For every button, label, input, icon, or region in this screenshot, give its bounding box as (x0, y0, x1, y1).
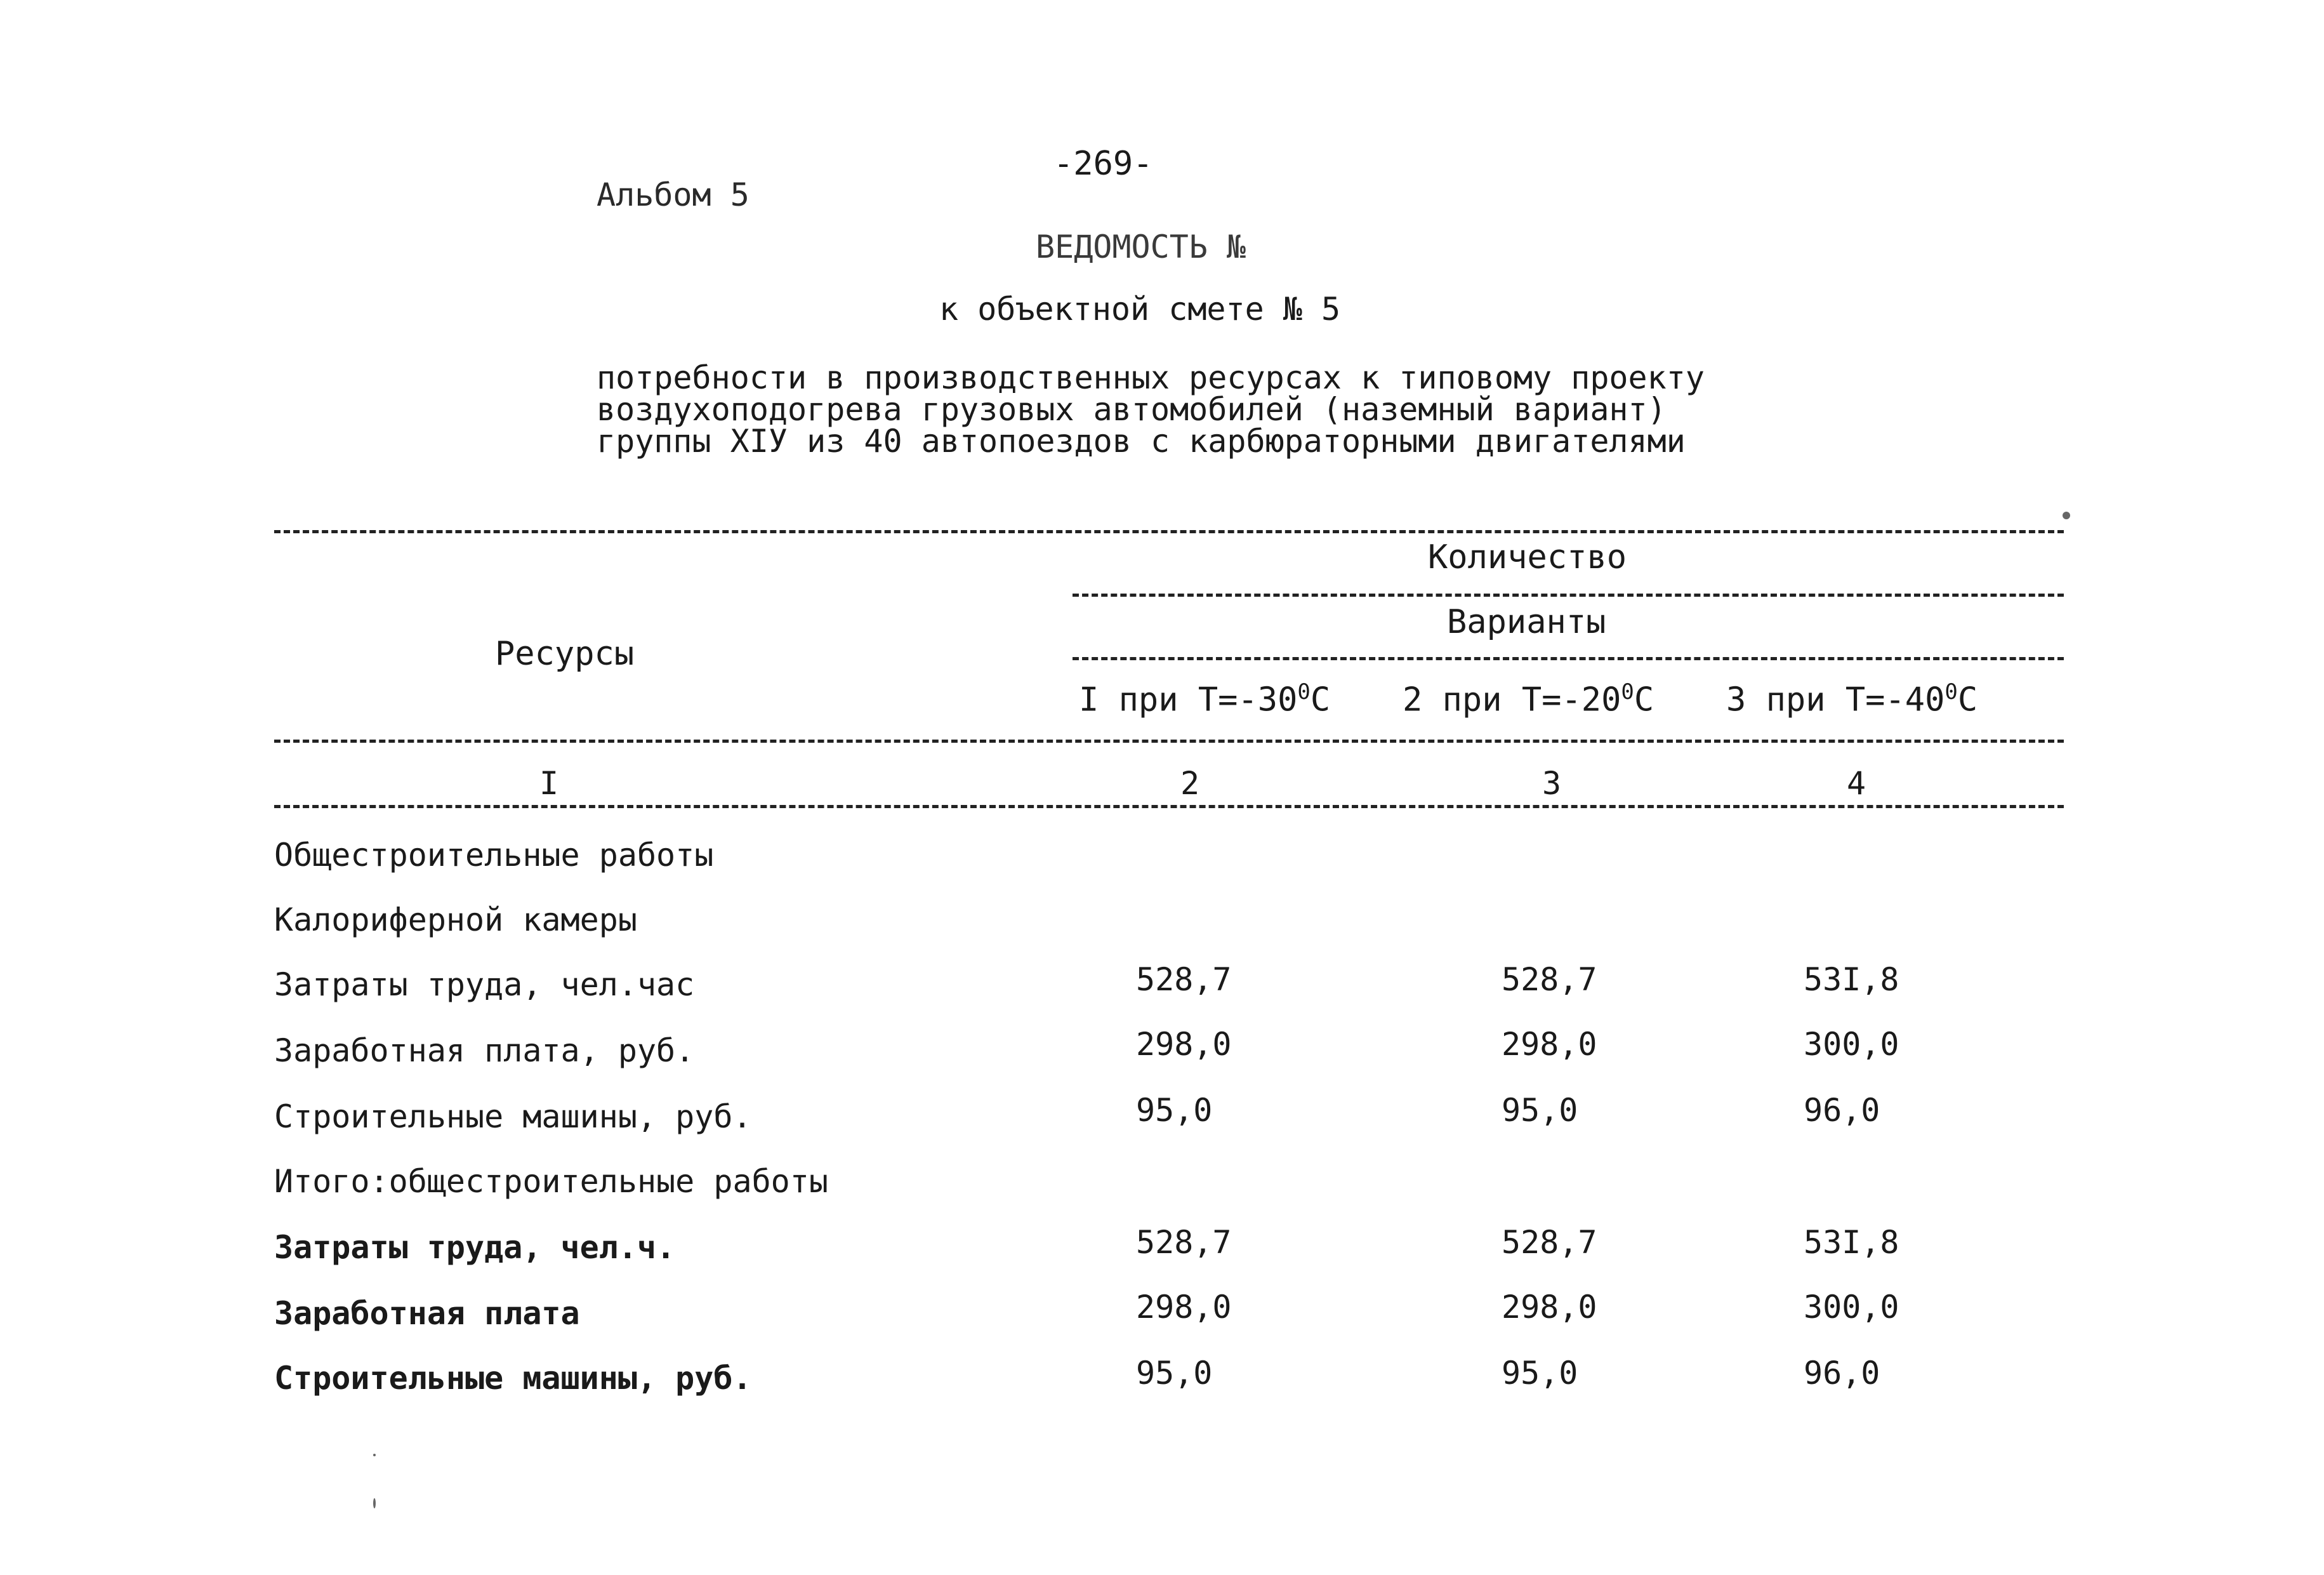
header-variant-2-text: 2 при Т=-20 (1403, 681, 1621, 719)
header-quantity: Количество (1428, 538, 1627, 576)
document-subtitle: к объектной смете № 5 (939, 291, 1341, 328)
row-value-variant-2: 528,7 (1502, 961, 1597, 998)
row-value-variant-3: 300,0 (1804, 1289, 1899, 1326)
scan-speck (373, 1454, 376, 1456)
header-resources: Ресурсы (495, 635, 635, 673)
column-number-4: 4 (1847, 765, 1866, 802)
row-value-variant-2: 528,7 (1502, 1224, 1597, 1261)
column-number-rule (274, 805, 2064, 808)
row-value-variant-3: 96,0 (1804, 1092, 1880, 1129)
header-variants: Варианты (1447, 603, 1606, 641)
row-label: Затраты труда, чел.ч. (274, 1229, 676, 1266)
row-label: Калориферной камеры (274, 901, 637, 938)
row-value-variant-2: 298,0 (1502, 1026, 1597, 1063)
purpose-line-2: воздухоподогрева грузовых автомобилей (наземный вариант) (597, 391, 1667, 428)
header-variant-3 (1726, 679, 1977, 719)
header-variant-2 (1403, 679, 1654, 719)
row-value-variant-1: 298,0 (1136, 1026, 1232, 1063)
scan-speck (373, 1498, 376, 1508)
row-label: Строительные машины, руб. (274, 1098, 752, 1135)
header-variant-2-unit: С (1634, 681, 1654, 719)
quantity-rule (1073, 594, 2064, 597)
header-variant-1 (1079, 679, 1330, 719)
header-variant-1-degree: 0 (1297, 679, 1311, 705)
row-value-variant-1: 528,7 (1136, 961, 1232, 998)
row-label: Заработная плата (274, 1295, 580, 1332)
row-value-variant-3: 53I,8 (1804, 1224, 1899, 1261)
row-label: Строительные машины, руб. (274, 1360, 752, 1397)
header-variant-2-degree: 0 (1621, 679, 1634, 705)
row-value-variant-1: 95,0 (1136, 1355, 1213, 1392)
row-label: Заработная плата, руб. (274, 1032, 695, 1069)
row-value-variant-3: 96,0 (1804, 1355, 1880, 1392)
row-value-variant-1: 298,0 (1136, 1289, 1232, 1326)
row-value-variant-2: 95,0 (1502, 1355, 1578, 1392)
header-variant-3-text: 3 при Т=-40 (1726, 681, 1945, 719)
variants-rule (1073, 657, 2064, 660)
album-label: Альбом 5 (597, 176, 749, 213)
header-variant-3-degree: 0 (1944, 679, 1958, 705)
row-value-variant-1: 528,7 (1136, 1224, 1232, 1261)
purpose-line-3: группы XIУ из 40 автопоездов с карбюраторными двигателями (597, 423, 1686, 460)
purpose-line-1: потребности в производственных ресурсах к типовому проекту (597, 359, 1705, 396)
column-number-3: 3 (1542, 765, 1562, 802)
column-number-1: I (539, 765, 559, 802)
row-value-variant-3: 53I,8 (1804, 961, 1899, 998)
column-number-2: 2 (1180, 765, 1200, 802)
header-bottom-rule (274, 740, 2064, 743)
header-variant-1-unit: С (1310, 681, 1331, 719)
document-title: ВЕДОМОСТЬ № (1036, 229, 1246, 265)
header-variant-3-unit: С (1957, 681, 1978, 719)
row-value-variant-2: 298,0 (1502, 1289, 1597, 1326)
row-value-variant-1: 95,0 (1136, 1092, 1213, 1129)
scan-speck (2063, 512, 2070, 519)
page-number: -269- (1053, 145, 1153, 183)
row-value-variant-2: 95,0 (1502, 1092, 1578, 1129)
row-value-variant-3: 300,0 (1804, 1026, 1899, 1063)
row-label: Затраты труда, чел.час (274, 966, 695, 1003)
row-label: Общестроительные работы (274, 837, 714, 874)
row-label: Итого:общестроительные работы (274, 1163, 828, 1200)
table-top-rule (274, 530, 2064, 533)
header-variant-1-text: I при Т=-30 (1079, 681, 1298, 719)
